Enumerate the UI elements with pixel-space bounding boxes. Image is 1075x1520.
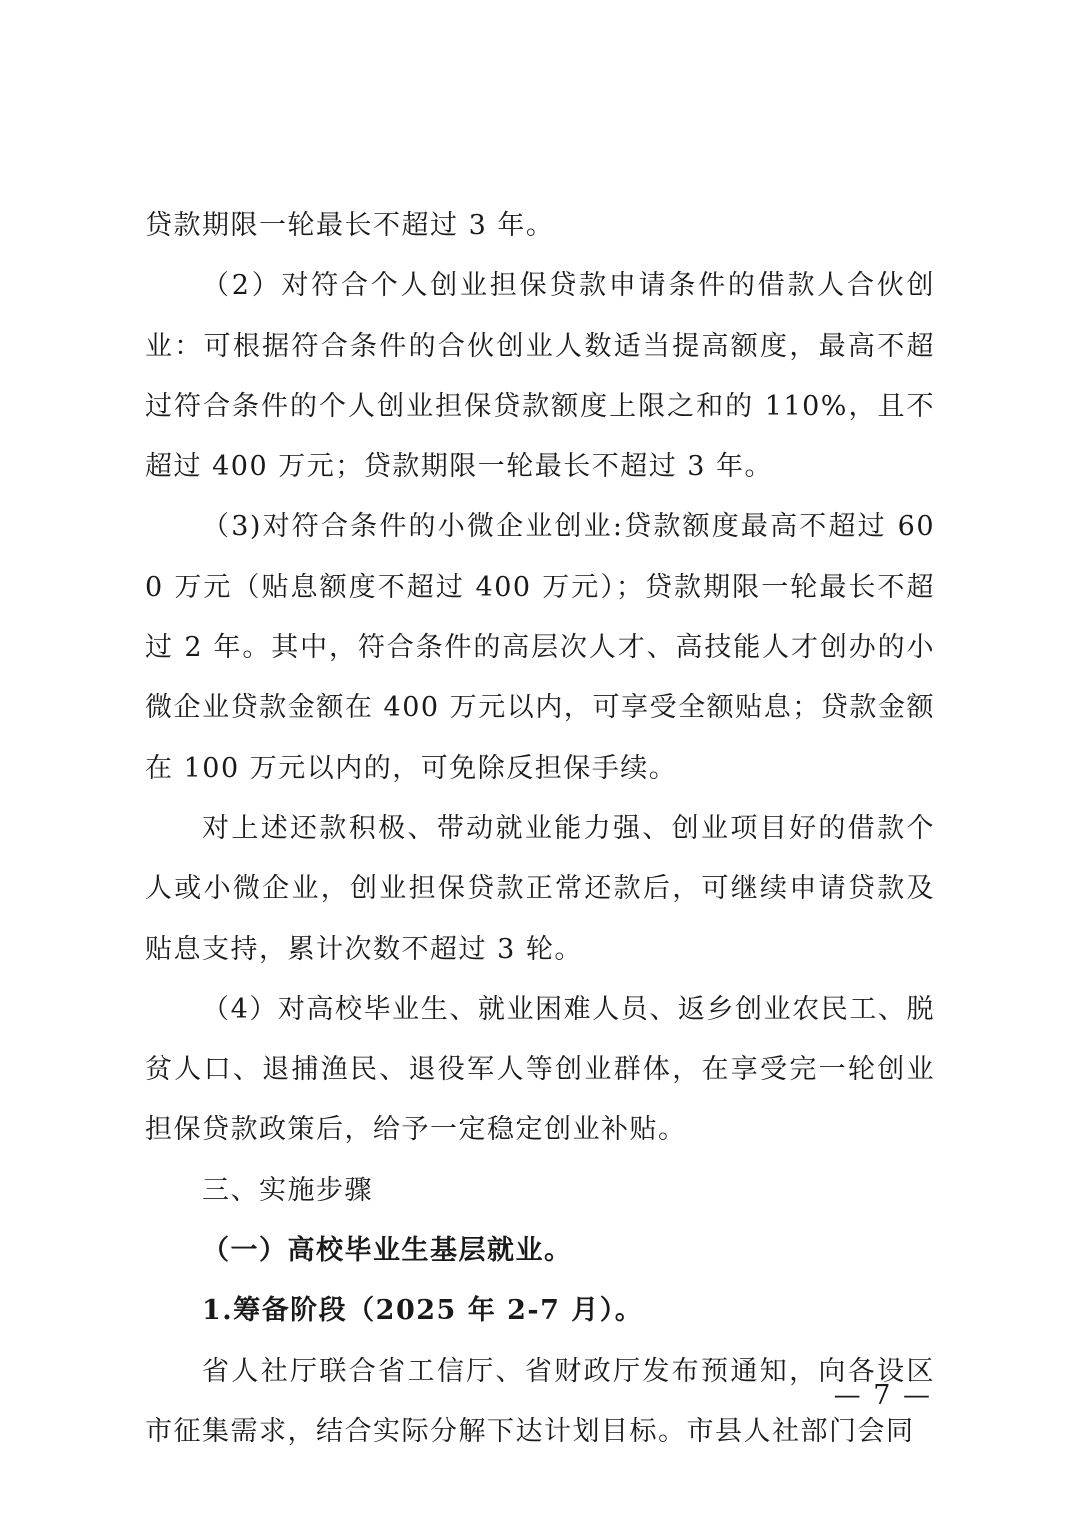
- paragraph-preparation: 省人社厅联合省工信厅、省财政厅发布预通知，向各设区市征集需求，结合实际分解下达计划目标。市县人社部门会同: [145, 1355, 935, 1447]
- subsection-heading: （一）高校毕业生基层就业。: [202, 1235, 573, 1267]
- paragraph-repeat-loan: 对上述还款积极、带动就业能力强、创业项目好的借款个人或小微企业，创业担保贷款正常还款后，可继续申请贷款及贴息支持，累计次数不超过 3 轮。: [145, 812, 935, 965]
- document-body: [145, 196, 935, 1462]
- section-heading: 三、实施步骤: [202, 1174, 373, 1206]
- paragraph-partnership-loan: （2）对符合个人创业担保贷款申请条件的借款人合伙创业：可根据符合条件的合伙创业人数适当提高额度，最高不超过符合条件的个人创业担保贷款额度上限之和的 110%，且不超过 400 万元；贷款期限一轮最长不超过 3 年。: [145, 270, 935, 483]
- paragraph-small-enterprise-loan: （3)对符合条件的小微企业创业:贷款额度最高不超过 600 万元（贴息额度不超过 400 万元）；贷款期限一轮最长不超过 2 年。其中，符合条件的高层次人才、高技能人才创办的小微企业贷款金额在 400 万元以内，可享受全额贴息；贷款金额在 100 万元以内的，可免除反担保手续。: [145, 511, 935, 784]
- page-number: — 7 —: [833, 1380, 932, 1411]
- paragraph-loan-term: 贷款期限一轮最长不超过 3 年。: [145, 210, 555, 241]
- item-heading: 1.筹备阶段（2025 年 2-7 月）。: [202, 1295, 644, 1327]
- paragraph-subsidy: （4）对高校毕业生、就业困难人员、返乡创业农民工、脱贫人口、退捕渔民、退役军人等创业群体，在享受完一轮创业担保贷款政策后，给予一定稳定创业补贴。: [145, 993, 935, 1146]
